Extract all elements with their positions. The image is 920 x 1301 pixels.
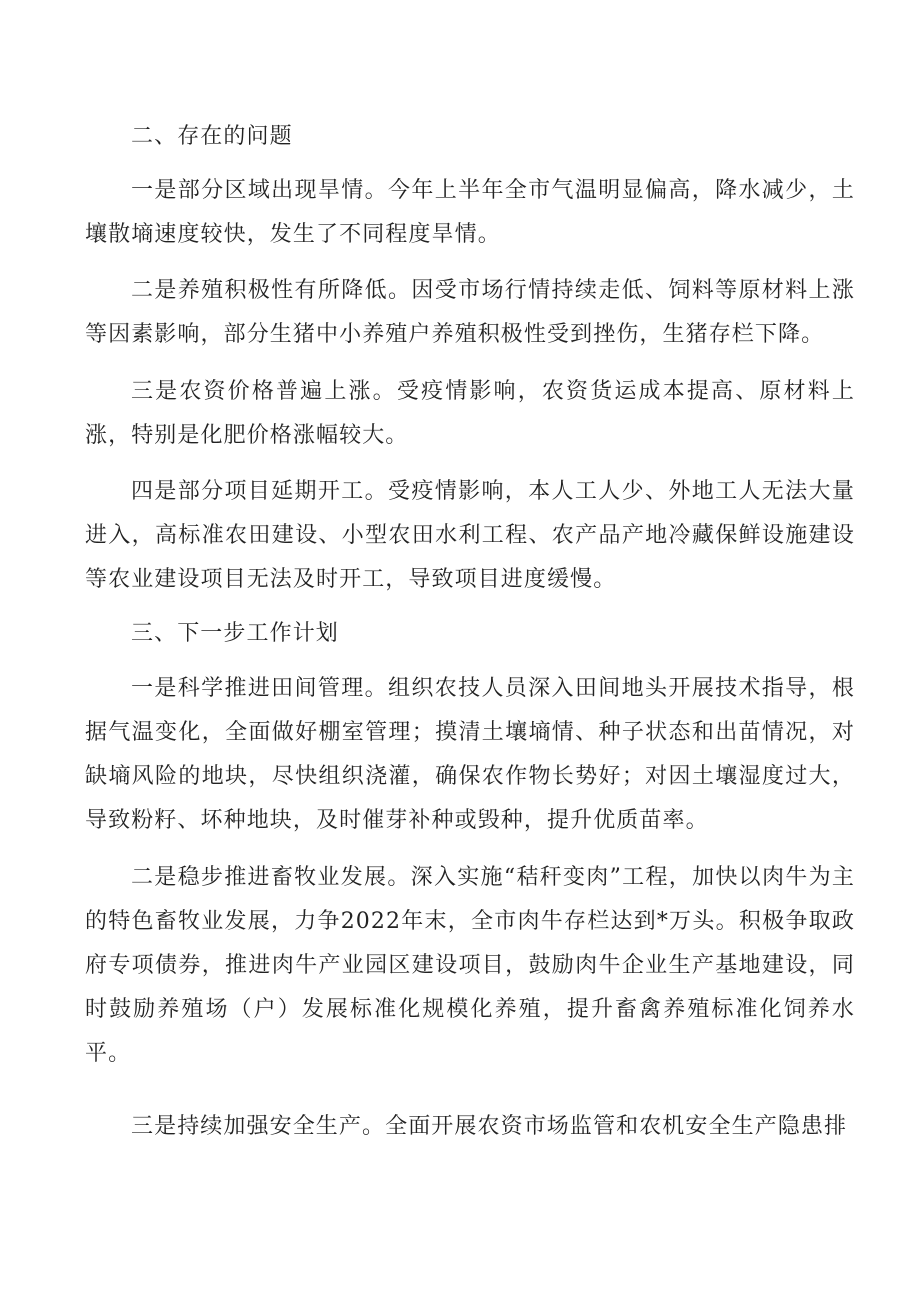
paragraph-project-delay: 四是部分项目延期开工。受疫情影响，本人工人少、外地工人无法大量进入，高标准农田建设、小型农田水利工程、农产品产地冷藏保鲜设施建设等农业建设项目无法及时开工，导致项目进度缓慢。 bbox=[85, 479, 855, 592]
paragraph-animal-husbandry: 二是稳步推进畜牧业发展。深入实施“秸秆变肉”工程，加快以肉牛为主的特色畜牧业发展，力争2022年末，全市肉牛存栏达到*万头。积极争取政府专项债券，推进肉牛产业园区建设项目，鼓励肉牛企业生产基地建设，同时鼓励养殖场（户）发展标准化规模化养殖，提升畜禽养殖标准化饲养水平。 bbox=[85, 865, 855, 1066]
paragraph-drought: 一是部分区域出现旱情。今年上半年全市气温明显偏高，降水减少，土壤散墒速度较快，发生了不同程度旱情。 bbox=[85, 178, 855, 247]
paragraph-input-prices: 三是农资价格普遍上涨。受疫情影响，农资货运成本提高、原材料上涨，特别是化肥价格涨幅较大。 bbox=[85, 379, 855, 448]
paragraph-safety-production: 三是持续加强安全生产。全面开展农资市场监管和农机安全生产隐患排 bbox=[131, 1114, 848, 1139]
section-heading-next-plan: 三、下一步工作计划 bbox=[131, 621, 339, 646]
paragraph-livestock-decline: 二是养殖积极性有所降低。因受市场行情持续走低、饲料等原材料上涨等因素影响，部分生猪中小养殖户养殖积极性受到挫伤，生猪存栏下降。 bbox=[85, 278, 855, 347]
section-heading-problems: 二、存在的问题 bbox=[131, 124, 293, 149]
paragraph-field-management: 一是科学推进田间管理。组织农技人员深入田间地头开展技术指导，根据气温变化，全面做好棚室管理；摸清土壤墒情、种子状态和出苗情况，对缺墒风险的地块，尽快组织浇灌，确保农作物长势好；对因土壤湿度过大，导致粉籽、坏种地块，及时催芽补种或毁种，提升优质苗率。 bbox=[85, 676, 855, 833]
